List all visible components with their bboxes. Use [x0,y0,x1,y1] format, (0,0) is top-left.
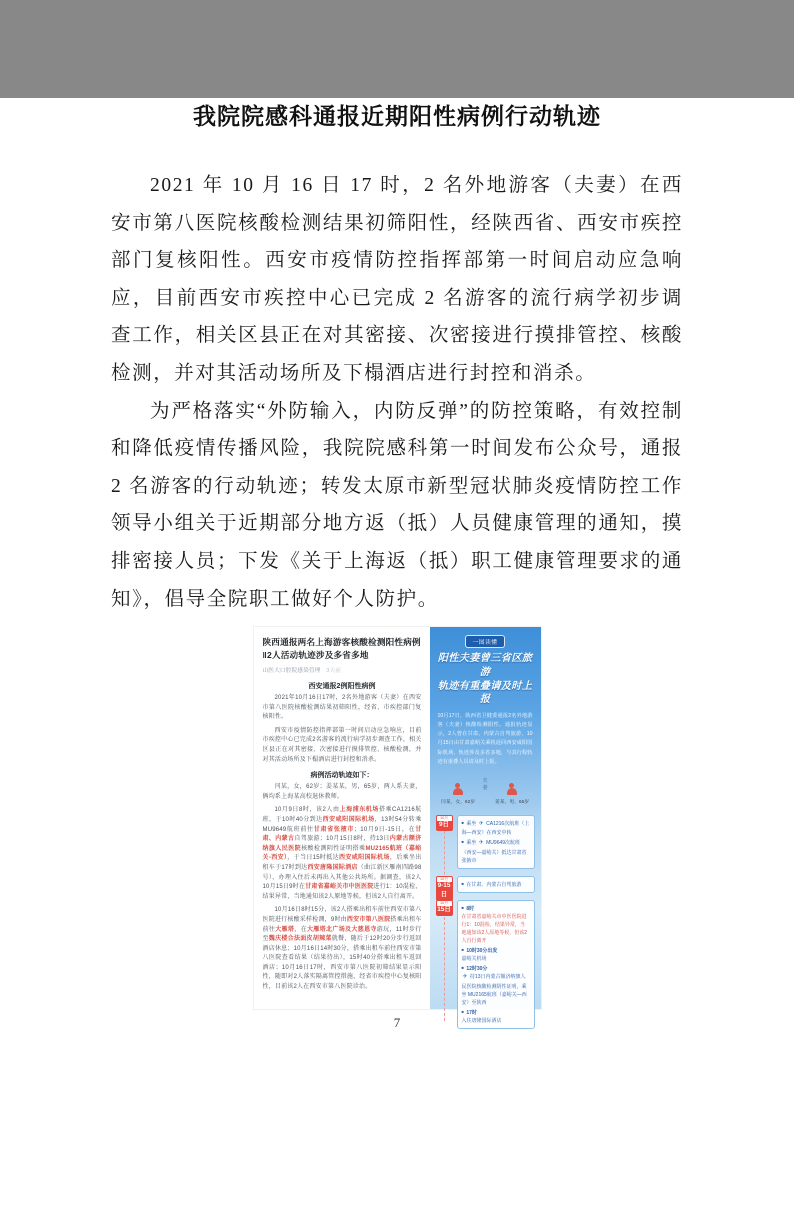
timeline-item: ■ 在甘肃、内蒙古自驾旅游 [461,880,522,888]
article-paragraph: 闫某，女，62岁；姜某某，男，65岁，两人系夫妻，俩均系上海某高校退休教师。 [262,784,422,800]
square-bullet-icon: ■ [461,819,464,825]
timeline [436,815,535,1029]
person-label: 闫某，女，62岁 [440,799,476,805]
timeline-card [457,900,535,1029]
infographic-title: 阳性夫妻曾三省区旅游 轨迹有重叠请及时上报 [437,653,533,706]
timeline-group-oct9-15 [437,876,535,898]
plane-icon: ✈ [478,820,484,827]
person-icon [452,783,464,796]
embedded-article-image [254,627,541,1024]
plane-icon: ✈ [478,840,484,847]
person-husband [494,783,531,805]
article-source: 山医大口腔院感染管理 [262,668,321,675]
article-date: 3天前 [326,668,341,675]
timeline-group-oct15 [437,900,535,1029]
square-bullet-icon: ■ [461,880,464,886]
timeline-item: ■ 17时 入住唐隆国际酒店 [461,1008,502,1024]
square-bullet-icon: ■ [461,1008,464,1014]
document-page [0,98,794,1221]
person-icon [506,783,518,796]
calendar-badge: 10月 9-15日 [436,876,453,901]
infographic-panel [430,627,541,1024]
square-bullet-icon: ■ [461,839,464,845]
couple-label: 夫妻 [478,777,491,791]
article-title: 陕西通报两名上海游客核酸检测阳性病例‖2人活动轨迹涉及多省多地 [262,637,421,660]
article-paragraph: 2021年10月16日17时，2名外地游客（夫妻）在西安市第八医院核酸检测结果初筛阳性，经省、市疾控部门复核阳性。 [262,695,422,721]
person-label: 姜某，男，65岁 [494,799,530,805]
article-section2-heading: 病例活动轨迹如下： [310,772,374,780]
page-title: 我院院感科通报近期阳性病例行动轨迹 [193,103,601,129]
article-paragraph-trajectory-1: 10月9日8时，该2人由上海浦东机场搭乘CA1216航班，于10时40分到达西安咸阳国际机场，13时54分转乘MU9649航班前往甘肃省张掖市；10月9日-15日，在甘肃、内蒙古自驾旅游；10月15日8时，持13日内蒙古额济纳旗人民医院核酸检测阴性证明搭乘MU2165航班（嘉峪关-西安），于当日15时抵达西安咸阳国际机场，后乘坐出租车于17时到达西安唐隆国际酒店（曲江新区雁南四路98号），办理入住后未再出入其他公共场所。据调查，该2人10月15日9时在甘肃省嘉峪关市中医医院进行1：10混检，结果异常，当地通知该2人原地等候，但该2人自行离开。 [262,807,422,900]
page-number: 7 [393,1015,401,1031]
couple-row [440,777,531,805]
calendar-badge: 10月 15日 [436,900,453,916]
square-bullet-icon: ■ [461,964,464,970]
body-paragraph-2: 为严格落实“外防输入，内防反弹”的防控策略，有效控制和降低疫情传播风险，我院院感科第一时间发布公众号，通报 2 名游客的行动轨迹；转发太原市新型冠状肺炎疫情防控工作领导小组关于近期部分地方返（抵）人员健康管理的通知，摸排密接人员；下发《关于上海返（抵）职工健康管理要求的通知》，倡导全院职工做好个人防护。 [111,400,683,610]
plane-icon: ✈ [462,973,468,980]
article-section1-heading: 西安通报2例阳性病例 [308,683,376,691]
timeline-card [457,815,535,869]
timeline-item: ■ 10时30分出发 嘉峪关机场 [461,946,498,962]
timeline-item: ■ 乘坐 ✈ CA1216次航班（上海—西安）在西安中转 [461,819,530,837]
wechat-article [254,627,430,1009]
infographic-badge: 一图读懂 [465,635,505,648]
article-paragraph: 西安市疫情防控指挥部第一时间启动应急响应，目前市疾控中心已完成2名游客的流行病学初步调查工作，相关区县正在对其密接、次密接进行摸排管控、核酸检测，并对其活动场所及下榻酒店进行封控和消杀。 [262,727,422,763]
calendar-badge: 10月 9日 [436,815,453,831]
timeline-item: ■ 乘坐 ✈ MU9649次航班（西安—嘉峪关）抵达甘肃省张掖市 [461,839,527,864]
timeline-group-oct9 [439,815,535,869]
square-bullet-icon: ■ [461,904,464,910]
square-bullet-icon: ■ [461,946,464,952]
timeline-item: ■ 12时30分 ✈ 持13日内蒙古额济纳旗人民医院核酸检测阴性证明，乘坐 MU2165航班（嘉峪关—西安）至陕西 [461,964,527,1006]
article-paragraph-trajectory-2: 10月16日8时15分，该2人搭乘出租车前往西安市第八医院进行核酸采样检测，9时由西安市第八医院搭乘出租车前往大雁塔，在大雁塔北广场及大慈恩寺游玩，11时步行至魏庆楼合法面皮胡辣菜就餐，随后于12时20分步行返回酒店休息；10月16日14时30分，搭乘出租车前往西安市第八医院查看结果（结果待出），15时40分搭乘出租车返回酒店；10月16日17时，西安市第八医院初筛结果显示阳性，随即对2人落实隔离管控措施，经省市疾控中心复核阳性，目前该2人在西安市第八医院诊治。 [262,907,422,991]
timeline-card [457,876,535,893]
person-wife [440,783,477,805]
body-paragraph-1: 2021 年 10 月 16 日 17 时，2 名外地游客（夫妻）在西安市第八医院核酸检测结果初筛阳性，经陕西省、西安市疾控部门复核阳性。西安市疫情防控指挥部第一时间启动应急响应，目前西安市疾控中心已完成 2 名游客的流行病学初步调查工作，相关区县正在对其密接、次密接进行摸排管控、核酸检测，并对其活动场所及下榻酒店进行封控和消杀。 [111,175,683,384]
timeline-item: ■ 8时 在甘肃省嘉峪关市中医医院进行1：10混检，结果异常，当地通知该2人原地等候，但该2人自行离开 [461,904,528,944]
article-meta [263,665,422,674]
infographic-intro: 10月17日，陕西省卫健委通报2名外地游客（夫妻）核酸检测阳性。通报轨迹显示，2人曾在甘肃、内蒙古自驾旅游，10月15日由甘肃嘉峪关乘机返回西安咸阳国际机场，轨迹涉及多省多地，与其行程轨迹有重叠人员请及时上报。 [437,713,533,765]
